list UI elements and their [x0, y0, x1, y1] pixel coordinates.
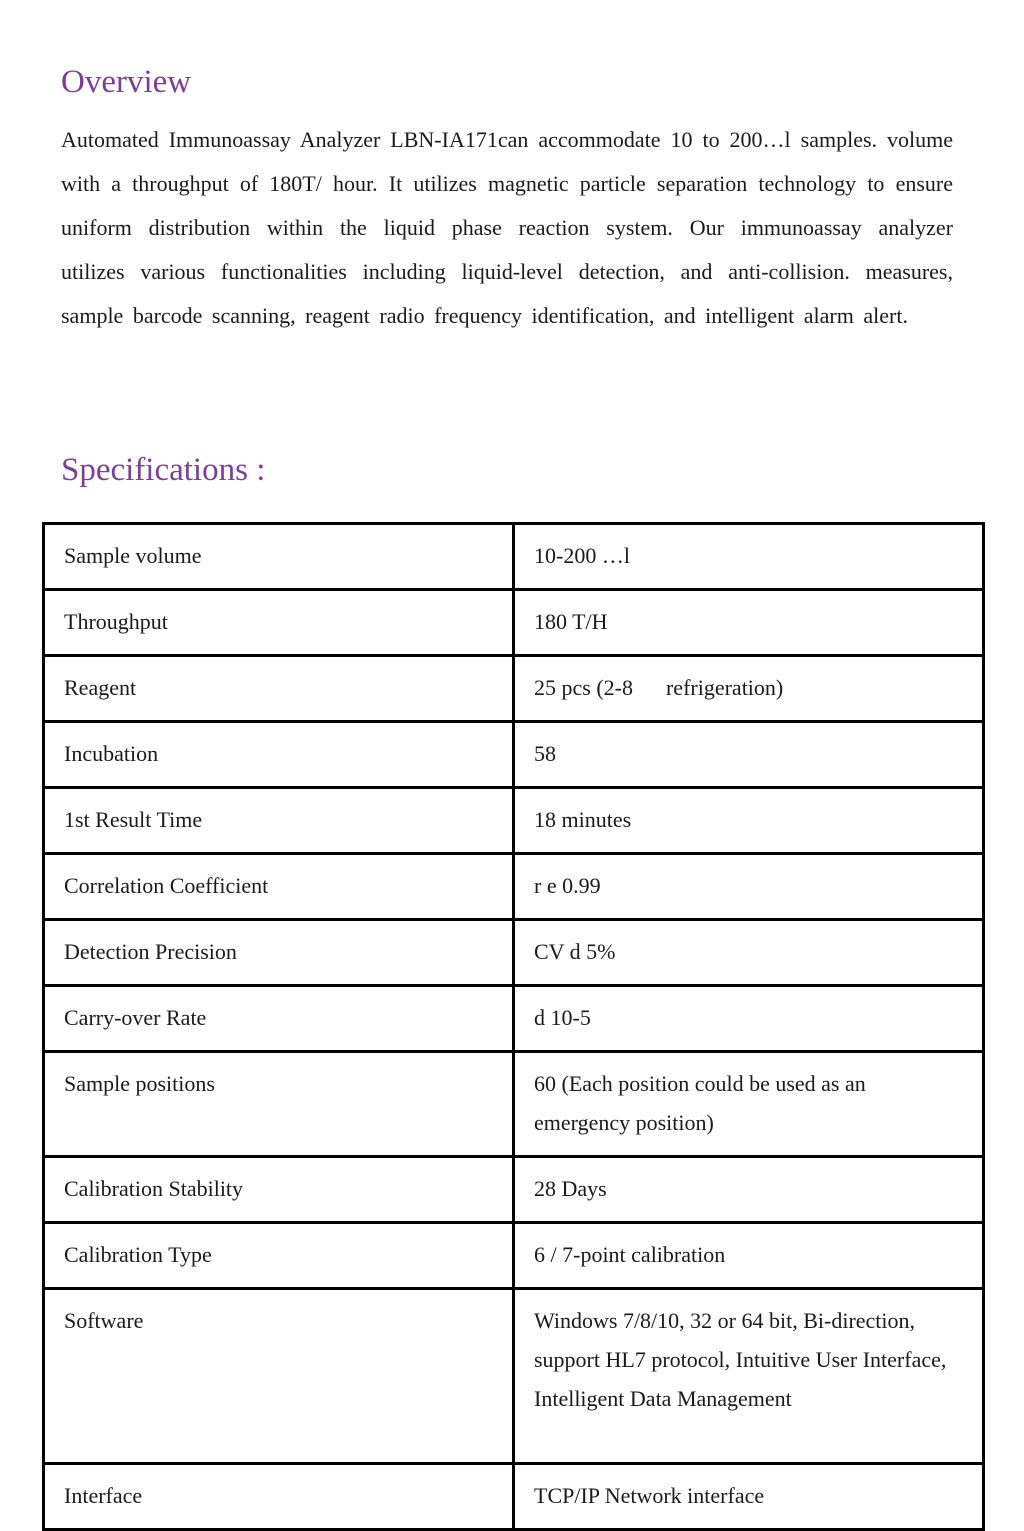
- table-row: [44, 1052, 984, 1157]
- spec-label: Reagent: [44, 656, 514, 722]
- table-row: [44, 1157, 984, 1223]
- table-row: [44, 854, 984, 920]
- specifications-table: [42, 522, 985, 1531]
- table-row: [44, 1289, 984, 1464]
- spec-label: Carry-over Rate: [44, 986, 514, 1052]
- table-row: [44, 1223, 984, 1289]
- spec-value: 60 (Each position could be used as an emergency position): [514, 1052, 984, 1157]
- table-row: [44, 722, 984, 788]
- spec-value: 10-200 …l: [514, 524, 984, 590]
- spec-label: Calibration Type: [44, 1223, 514, 1289]
- spec-value: d 10-5: [514, 986, 984, 1052]
- overview-paragraph: Automated Immunoassay Analyzer LBN-IA171can accommodate 10 to 200…l samples. volume with a throughput of 180T/ hour. It utilizes magnetic particle separation technology to ensure uniform distribution within the liquid phase reaction system. Our immunoassay analyzer utilizes various functionalities including liquid-level detection, and anti-collision. measures, sample barcode scanning, reagent radio frequency identification, and intelligent alarm alert.: [61, 127, 953, 328]
- table-row: [44, 986, 984, 1052]
- spec-value: 25 pcs (2-8 refrigeration): [514, 656, 984, 722]
- spec-label: Sample positions: [44, 1052, 514, 1157]
- table-row: [44, 1464, 984, 1530]
- spec-label: Detection Precision: [44, 920, 514, 986]
- table-row: [44, 524, 984, 590]
- spec-label: Interface: [44, 1464, 514, 1530]
- spec-value: 28 Days: [514, 1157, 984, 1223]
- spec-label: Throughput: [44, 590, 514, 656]
- table-row: [44, 920, 984, 986]
- spec-value: 180 T/H: [514, 590, 984, 656]
- table-row: [44, 590, 984, 656]
- spec-label: Software: [44, 1289, 514, 1464]
- spec-value: TCP/IP Network interface: [514, 1464, 984, 1530]
- table-row: [44, 788, 984, 854]
- spec-value: 6 / 7-point calibration: [514, 1223, 984, 1289]
- spec-value: Windows 7/8/10, 32 or 64 bit, Bi-direction, support HL7 protocol, Intuitive User Interface, Intelligent Data Management: [514, 1289, 984, 1464]
- spec-label: 1st Result Time: [44, 788, 514, 854]
- spec-value: 18 minutes: [514, 788, 984, 854]
- table-row: [44, 656, 984, 722]
- overview-heading: Overview: [61, 64, 192, 100]
- spec-value: 58: [514, 722, 984, 788]
- spec-value: r e 0.99: [514, 854, 984, 920]
- spec-value: CV d 5%: [514, 920, 984, 986]
- spec-label: Incubation: [44, 722, 514, 788]
- spec-label: Sample volume: [44, 524, 514, 590]
- specifications-heading: Specifications :: [61, 452, 266, 488]
- spec-label: Correlation Coefficient: [44, 854, 514, 920]
- spec-label: Calibration Stability: [44, 1157, 514, 1223]
